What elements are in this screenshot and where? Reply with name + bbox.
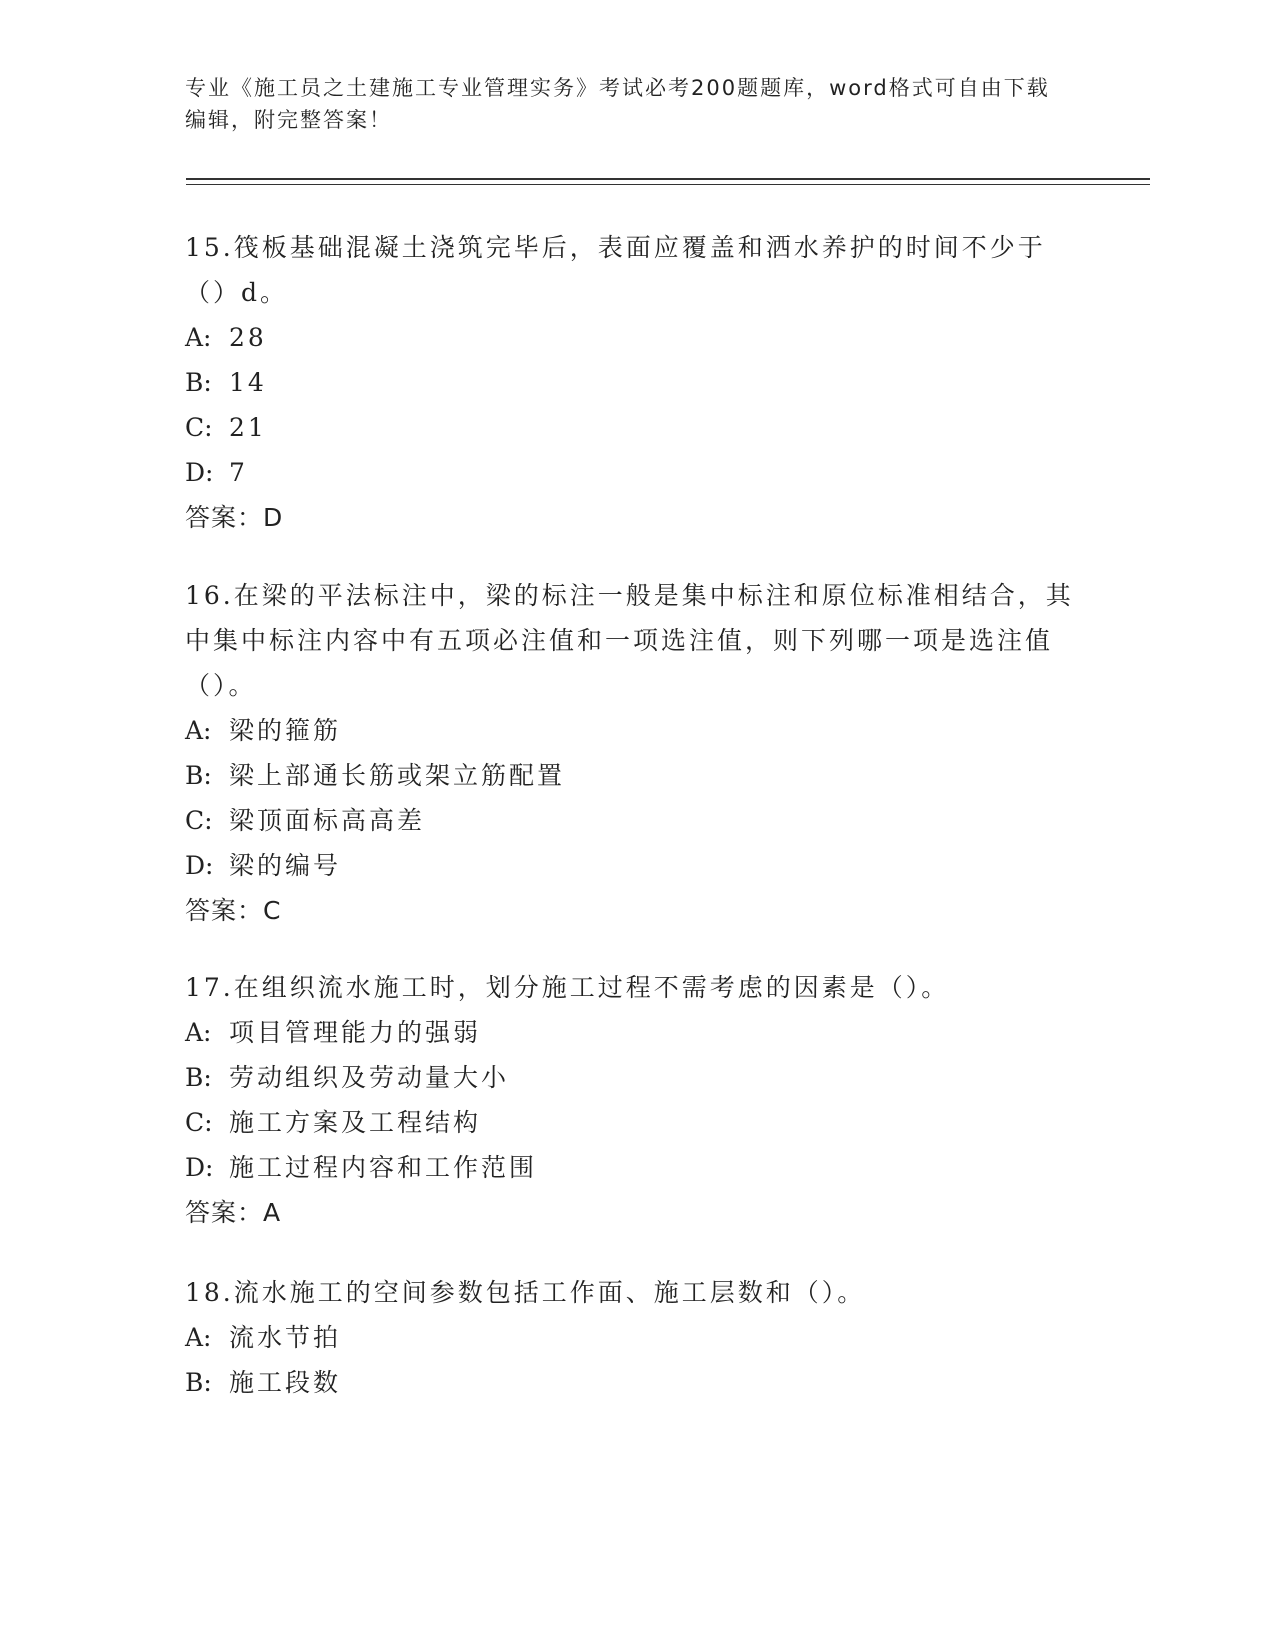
option-letter: C: [185,413,213,442]
option-b [185,753,1085,798]
option-d [185,450,1085,495]
option-text: 流水节拍 [229,1323,342,1352]
option-c [185,798,1085,843]
option-text: 21 [229,413,267,442]
question-number: 15. [185,233,234,262]
option-letter: B: [185,368,212,397]
option-letter: C: [185,1108,213,1137]
option-c [185,1100,1085,1145]
option-letter: D: [185,851,214,880]
option-b [185,1360,1085,1405]
option-text: 28 [229,323,267,352]
option-b [185,360,1085,405]
option-letter: A: [185,1018,212,1047]
question-number: 17. [185,973,234,1002]
option-a [185,1010,1085,1055]
option-letter: B: [185,1368,212,1397]
option-text: 梁的编号 [229,851,342,880]
option-text: 项目管理能力的强弱 [229,1018,482,1047]
option-d [185,1145,1085,1190]
option-letter: A: [185,323,212,352]
question-body: 流水施工的空间参数包括工作面、施工层数和（）。 [233,1278,866,1307]
option-text: 施工方案及工程结构 [229,1108,482,1137]
question-15 [185,225,1085,540]
option-letter: D: [185,458,214,487]
answer-line: 答案：D [185,503,284,532]
question-body: 在组织流水施工时，划分施工过程不需考虑的因素是（）。 [233,973,950,1002]
question-16 [185,573,1085,933]
option-text: 施工过程内容和工作范围 [229,1153,538,1182]
option-letter: B: [185,761,212,790]
option-b [185,1055,1085,1100]
question-17 [185,965,1085,1235]
question-body: 在梁的平法标注中，梁的标注一般是集中标注和原位标准相结合，其中集中标注内容中有五项必注值和一项选注值，则下列哪一项是选注值（）。 [185,581,1074,700]
option-text: 劳动组织及劳动量大小 [229,1063,510,1092]
answer-line: 答案：A [185,1198,282,1227]
option-text: 7 [229,458,248,487]
option-letter: C: [185,806,213,835]
option-a [185,315,1085,360]
question-text [185,1270,1085,1315]
question-text [185,573,1085,708]
question-number: 18. [185,1278,234,1307]
document-header [185,72,1065,136]
option-d [185,843,1085,888]
option-text: 施工段数 [229,1368,342,1397]
question-body: 筏板基础混凝土浇筑完毕后，表面应覆盖和洒水养护的时间不少于（）d。 [185,233,1046,307]
question-text [185,225,1085,315]
option-a [185,1315,1085,1360]
option-text: 梁顶面标高高差 [229,806,426,835]
option-text: 14 [229,368,267,397]
option-letter: A: [185,1323,212,1352]
question-18 [185,1270,1085,1405]
question-text [185,965,1085,1010]
option-c [185,405,1085,450]
option-text: 梁上部通长筋或架立筋配置 [229,761,566,790]
option-letter: D: [185,1153,214,1182]
question-number: 16. [185,581,234,610]
option-letter: A: [185,716,212,745]
option-text: 梁的箍筋 [229,716,342,745]
header-text: 专业《施工员之土建施工专业管理实务》考试必考200题题库，word格式可自由下载编辑，附完整答案！ [185,76,1050,132]
answer-line: 答案：C [185,896,282,925]
option-a [185,708,1085,753]
header-divider [186,178,1150,185]
option-letter: B: [185,1063,212,1092]
